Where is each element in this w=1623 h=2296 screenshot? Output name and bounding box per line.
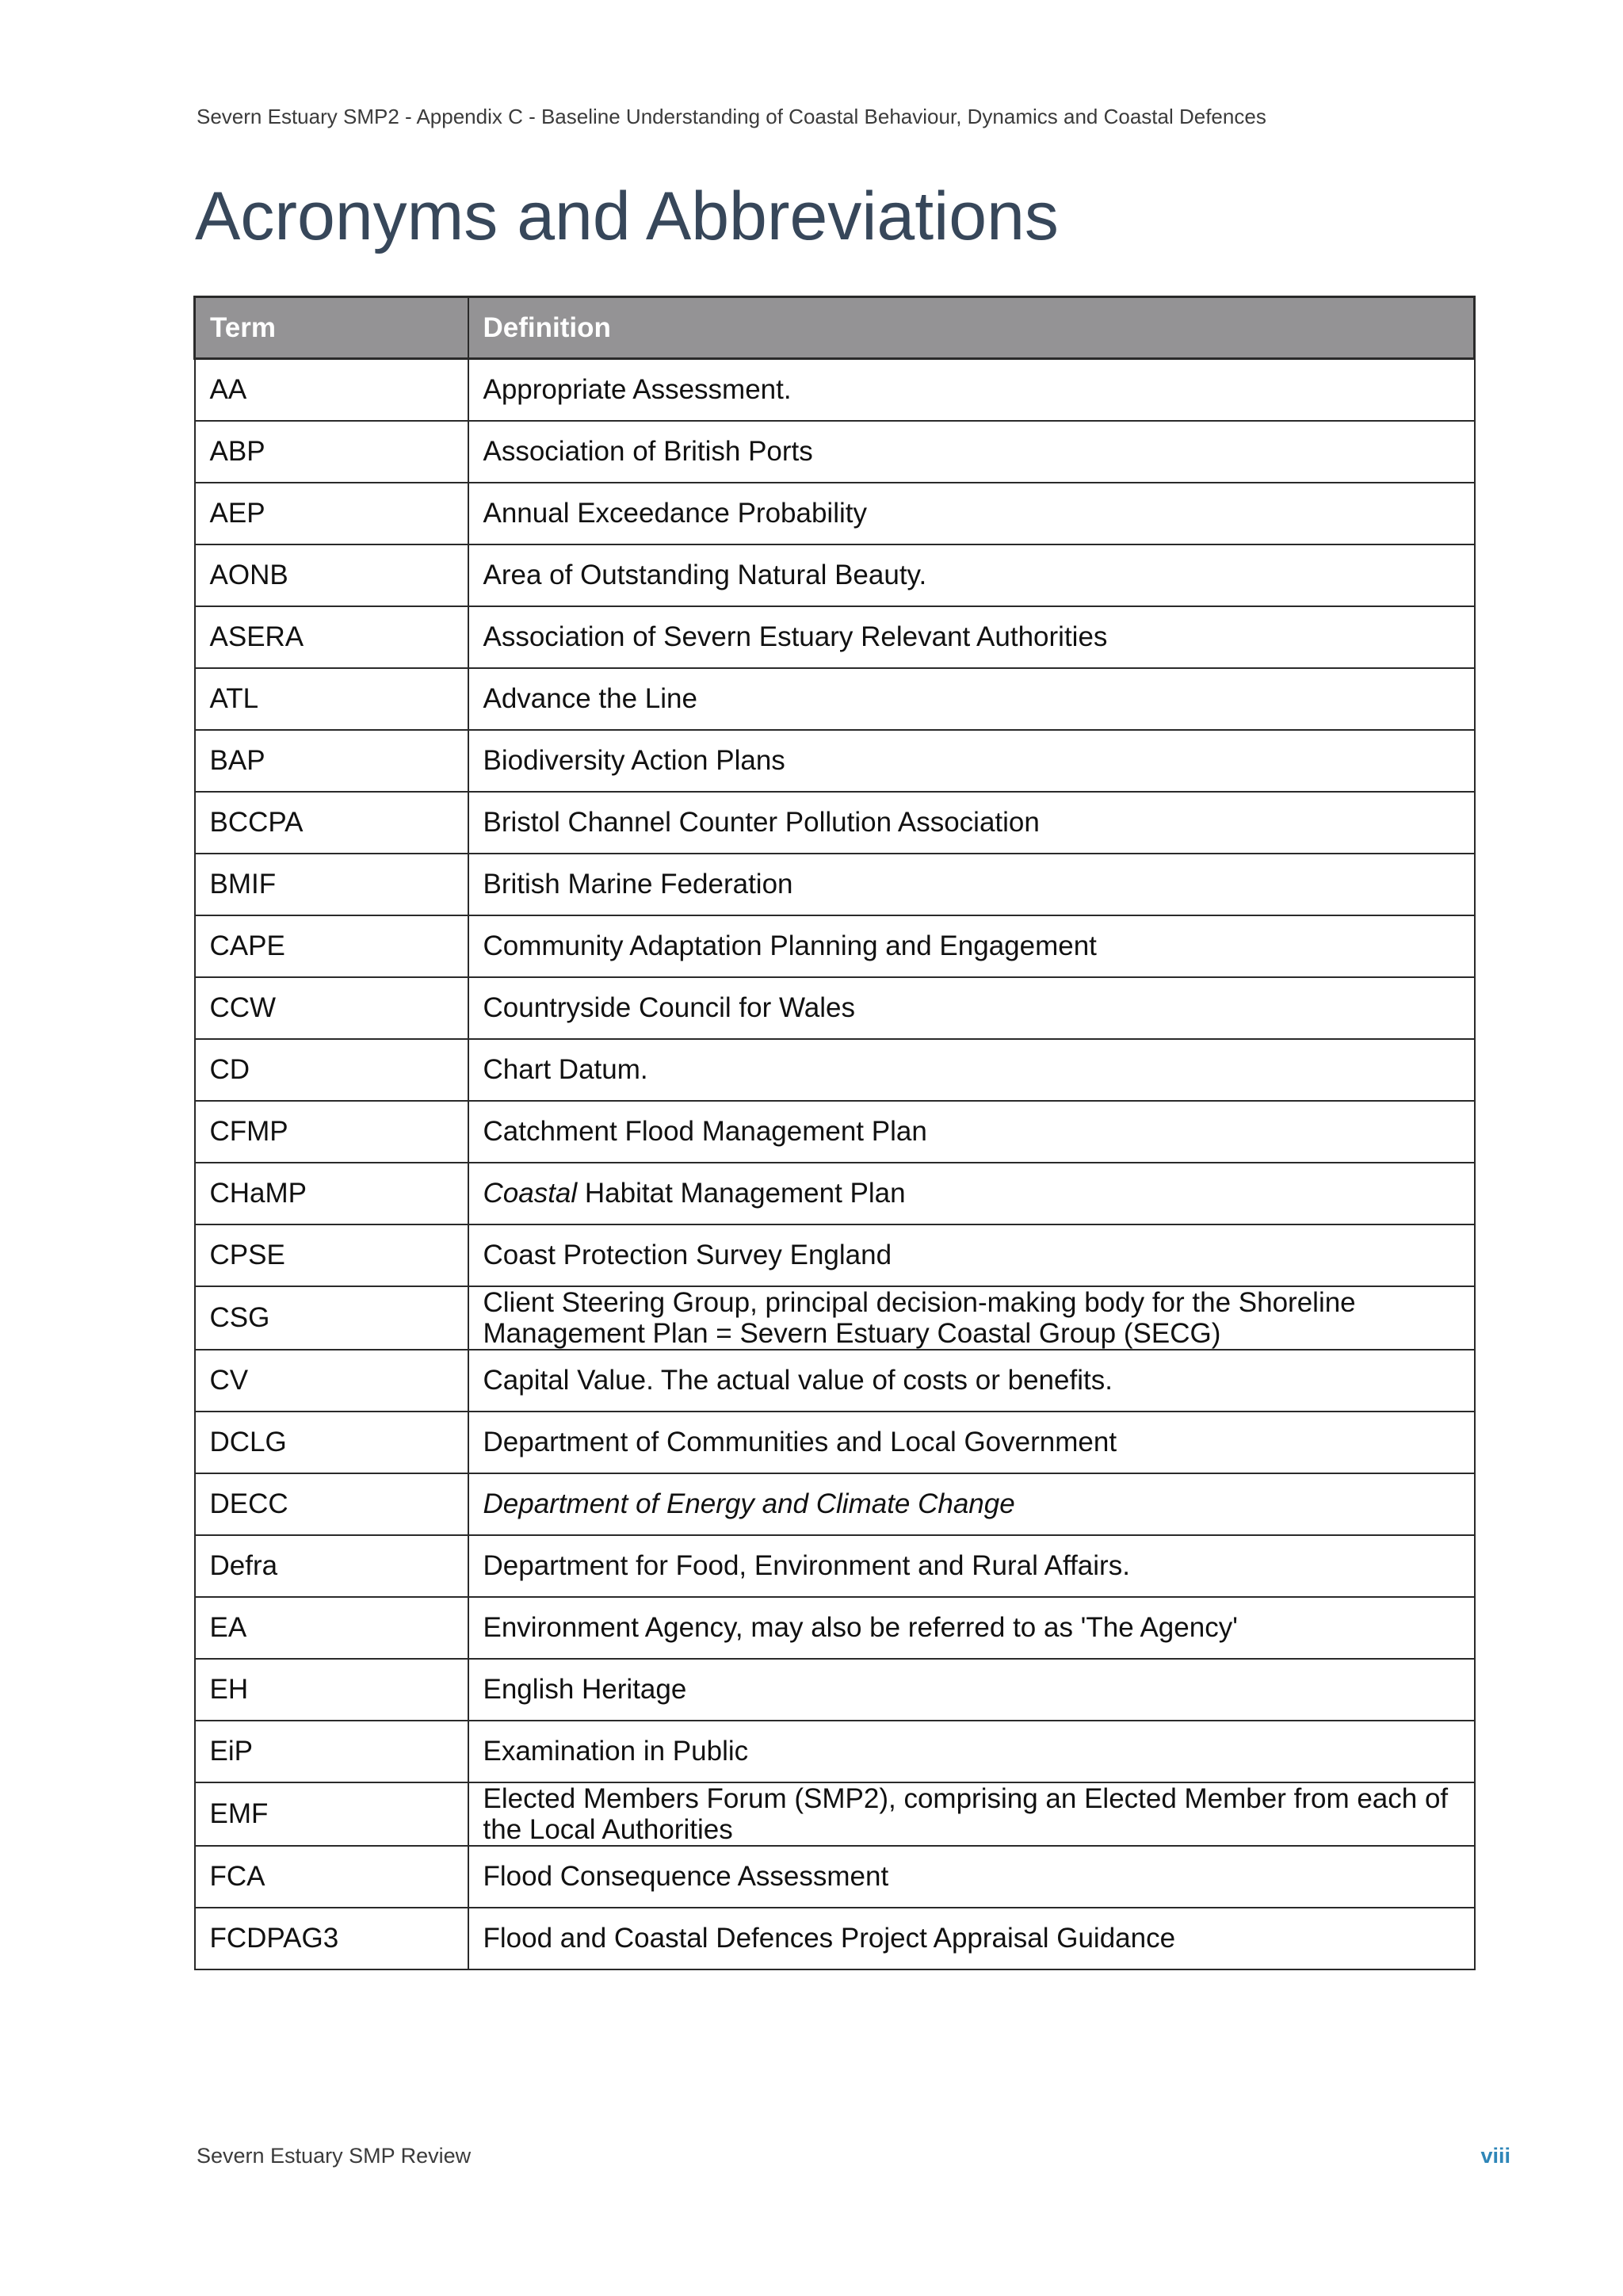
term-cell: ABP xyxy=(195,421,468,483)
definition-cell: Examination in Public xyxy=(468,1721,1475,1782)
table-row xyxy=(195,1782,1475,1846)
table-row xyxy=(195,1597,1475,1659)
term-cell: BAP xyxy=(195,730,468,792)
term-cell: Defra xyxy=(195,1535,468,1597)
table-row xyxy=(195,1039,1475,1101)
definition-cell: Biodiversity Action Plans xyxy=(468,730,1475,792)
definition-cell: Appropriate Assessment. xyxy=(468,359,1475,421)
term-cell: CHaMP xyxy=(195,1163,468,1224)
table-row xyxy=(195,606,1475,668)
table-row xyxy=(195,730,1475,792)
definition-cell xyxy=(468,1286,1475,1350)
table-row xyxy=(195,792,1475,854)
term-cell: CV xyxy=(195,1350,468,1412)
definition-cell: Annual Exceedance Probability xyxy=(468,483,1475,544)
definition-cell: Catchment Flood Management Plan xyxy=(468,1101,1475,1163)
definition-line-2: Management Plan = Severn Estuary Coastal Group (SECG) xyxy=(483,1317,1221,1349)
term-cell: AONB xyxy=(195,544,468,606)
table-row xyxy=(195,854,1475,915)
definition-cell: Association of Severn Estuary Relevant Authorities xyxy=(468,606,1475,668)
term-cell: EA xyxy=(195,1597,468,1659)
definition-line-1: Client Steering Group, principal decision-making body for the Shoreline xyxy=(483,1286,1356,1318)
term-cell: DCLG xyxy=(195,1412,468,1473)
term-cell: DECC xyxy=(195,1473,468,1535)
definition-cell: Area of Outstanding Natural Beauty. xyxy=(468,544,1475,606)
definition-cell: Advance the Line xyxy=(468,668,1475,730)
table-row xyxy=(195,977,1475,1039)
term-cell: CCW xyxy=(195,977,468,1039)
page-number: viii xyxy=(1480,2144,1510,2168)
term-cell: AA xyxy=(195,359,468,421)
table-row xyxy=(195,1659,1475,1721)
table-row xyxy=(195,1412,1475,1473)
definition-cell: Bristol Channel Counter Pollution Association xyxy=(468,792,1475,854)
term-cell: EH xyxy=(195,1659,468,1721)
table-row xyxy=(195,1163,1475,1224)
term-cell: ATL xyxy=(195,668,468,730)
table-row xyxy=(195,915,1475,977)
term-cell: EMF xyxy=(195,1782,468,1846)
table-row xyxy=(195,1473,1475,1535)
table-row xyxy=(195,668,1475,730)
term-cell: CPSE xyxy=(195,1224,468,1286)
table-row xyxy=(195,1535,1475,1597)
definition-italic-part: Coastal xyxy=(483,1178,578,1209)
term-cell: BCCPA xyxy=(195,792,468,854)
table-row xyxy=(195,1908,1475,1969)
table-row xyxy=(195,421,1475,483)
term-cell: BMIF xyxy=(195,854,468,915)
term-cell: CFMP xyxy=(195,1101,468,1163)
definition-cell: British Marine Federation xyxy=(468,854,1475,915)
definition-cell: Chart Datum. xyxy=(468,1039,1475,1101)
definition-cell: Association of British Ports xyxy=(468,421,1475,483)
definition-cell: Department of Energy and Climate Change xyxy=(468,1473,1475,1535)
table-row xyxy=(195,1286,1475,1350)
definition-cell: Flood Consequence Assessment xyxy=(468,1846,1475,1908)
running-footer: Severn Estuary SMP Review xyxy=(197,2144,472,2168)
term-cell: ASERA xyxy=(195,606,468,668)
definition-rest: Habitat Management Plan xyxy=(577,1178,906,1209)
table-header-row xyxy=(195,297,1475,359)
definition-cell: Community Adaptation Planning and Engagement xyxy=(468,915,1475,977)
definition-cell: Capital Value. The actual value of costs or benefits. xyxy=(468,1350,1475,1412)
definition-line-1: Elected Members Forum (SMP2), comprising an Elected Member from each of xyxy=(483,1782,1449,1814)
definition-cell xyxy=(468,1163,1475,1224)
definition-cell: Department of Communities and Local Government xyxy=(468,1412,1475,1473)
table-row xyxy=(195,1350,1475,1412)
column-header-term: Term xyxy=(195,297,468,359)
term-cell: CSG xyxy=(195,1286,468,1350)
term-cell: CAPE xyxy=(195,915,468,977)
definition-cell xyxy=(468,1782,1475,1846)
definition-cell: English Heritage xyxy=(468,1659,1475,1721)
table-row xyxy=(195,544,1475,606)
definition-cell: Coast Protection Survey England xyxy=(468,1224,1475,1286)
definition-cell: Flood and Coastal Defences Project Appraisal Guidance xyxy=(468,1908,1475,1969)
table-row xyxy=(195,1721,1475,1782)
term-cell: FCDPAG3 xyxy=(195,1908,468,1969)
definition-line-2: the Local Authorities xyxy=(483,1813,733,1845)
term-cell: FCA xyxy=(195,1846,468,1908)
definition-cell: Department for Food, Environment and Rural Affairs. xyxy=(468,1535,1475,1597)
term-cell: AEP xyxy=(195,483,468,544)
term-cell: EiP xyxy=(195,1721,468,1782)
running-header: Severn Estuary SMP2 - Appendix C - Baseline Understanding of Coastal Behaviour, Dynamics and Coastal Defences xyxy=(197,105,1266,128)
page-title: Acronyms and Abbreviations xyxy=(195,178,1059,254)
definition-cell: Environment Agency, may also be referred to as 'The Agency' xyxy=(468,1597,1475,1659)
term-cell: CD xyxy=(195,1039,468,1101)
table-row xyxy=(195,1101,1475,1163)
definition-cell: Countryside Council for Wales xyxy=(468,977,1475,1039)
column-header-definition: Definition xyxy=(468,297,1475,359)
acronyms-table xyxy=(193,296,1476,1970)
table-row xyxy=(195,483,1475,544)
table-row xyxy=(195,1846,1475,1908)
table-row xyxy=(195,1224,1475,1286)
table-row xyxy=(195,359,1475,421)
